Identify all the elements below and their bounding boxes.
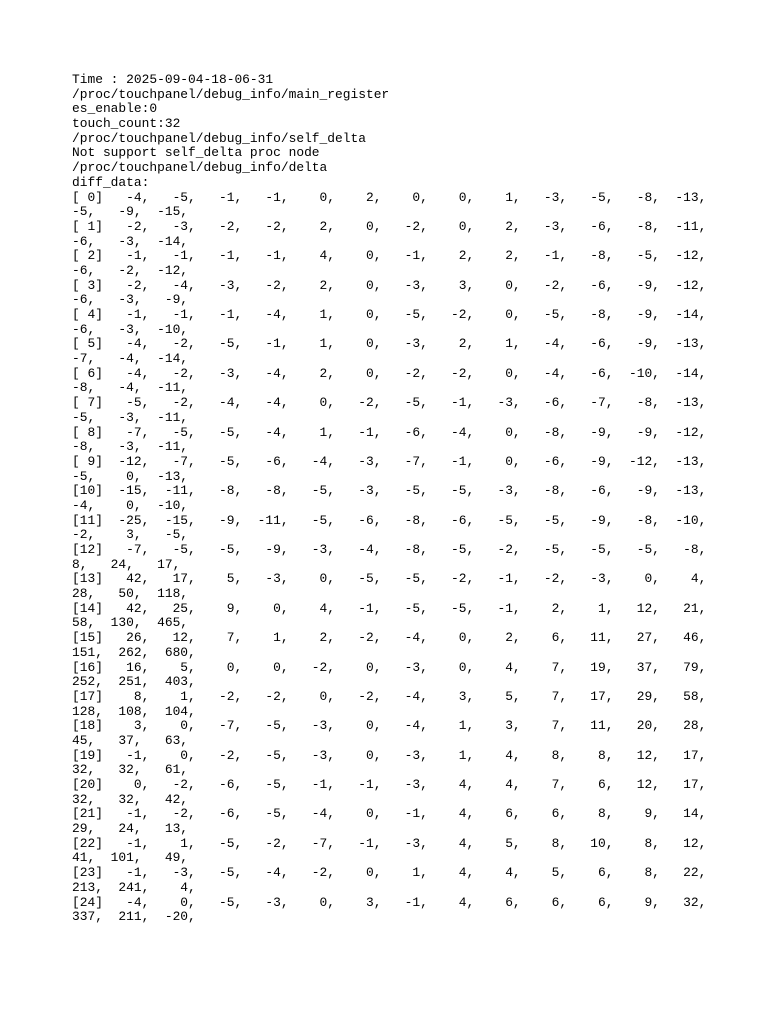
diff-row-wrap: 32, 32, 42, xyxy=(72,792,189,807)
diff-row-values: [12] -7, -5, -5, -9, -3, -4, -8, -5, -2, -5, -5, -5, -8, xyxy=(72,543,707,557)
diff-row-values: [17] 8, 1, -2, -2, 0, -2, -4, 3, 5, 7, 17, 29, 58, xyxy=(72,689,707,704)
diff-row-values: [ 4] -1, -1, -1, -4, 1, 0, -5, -2, 0, -5, -8, -9, -14, xyxy=(72,308,707,322)
diff-row-values: [ 0] -4, -5, -1, -1, 0, 2, 0, 0, 1, -3, -5, -8, -13, xyxy=(72,190,707,205)
diff-row-wrap: 41, 101, 49, xyxy=(72,851,189,866)
diff-row-4 xyxy=(72,308,712,337)
diff-row-wrap: -6, -2, -12, xyxy=(72,263,189,278)
diff-row-24 xyxy=(72,896,712,925)
self-delta-status: Not support self_delta proc node xyxy=(72,146,320,161)
diff-row-wrap: -6, -3, -10, xyxy=(72,322,189,337)
diff-row-16 xyxy=(72,661,712,690)
diff-row-values: [16] 16, 5, 0, 0, -2, 0, -3, 0, 4, 7, 19, 37, 79, xyxy=(72,660,707,675)
diff-row-wrap: 8, 24, 17, xyxy=(72,557,181,572)
diff-row-12 xyxy=(72,543,712,572)
diff-row-values: [ 5] -4, -2, -5, -1, 1, 0, -3, 2, 1, -4, -6, -9, -13, xyxy=(72,337,707,352)
diff-row-wrap: -5, -9, -15, xyxy=(72,205,189,220)
delta-path: /proc/touchpanel/debug_info/delta xyxy=(72,161,328,176)
es-enable-line: es_enable:0 xyxy=(72,102,158,117)
self-delta-path: /proc/touchpanel/debug_info/self_delta xyxy=(72,131,366,146)
diff-row-8 xyxy=(72,426,712,455)
diff-row-20 xyxy=(72,778,712,807)
diff-row-wrap: 58, 130, 465, xyxy=(72,616,189,631)
diff-row-wrap: -5, -3, -11, xyxy=(72,410,189,425)
diff-row-22 xyxy=(72,837,712,866)
diff-row-values: [10] -15, -11, -8, -8, -5, -3, -5, -5, -3, -8, -6, -9, -13, xyxy=(72,484,707,499)
diff-row-18 xyxy=(72,719,712,748)
diff-row-values: [20] 0, -2, -6, -5, -1, -1, -3, 4, 4, 7, 6, 12, 17, xyxy=(72,778,707,792)
diff-row-values: [21] -1, -2, -6, -5, -4, 0, -1, 4, 6, 6, 8, 9, 14, xyxy=(72,807,707,822)
diff-row-3 xyxy=(72,279,712,308)
diff-row-values: [ 7] -5, -2, -4, -4, 0, -2, -5, -1, -3, -6, -7, -8, -13, xyxy=(72,396,707,411)
diff-row-wrap: 151, 262, 680, xyxy=(72,645,196,660)
diff-data-label: diff_data: xyxy=(72,175,150,190)
diff-row-values: [24] -4, 0, -5, -3, 0, 3, -1, 4, 6, 6, 6, 9, 32, xyxy=(72,895,707,910)
diff-row-13 xyxy=(72,572,712,601)
diff-row-19 xyxy=(72,749,712,778)
diff-row-wrap: -8, -4, -11, xyxy=(72,381,189,396)
diff-row-values: [11] -25, -15, -9, -11, -5, -6, -8, -6, -5, -5, -9, -8, -10, xyxy=(72,513,707,528)
diff-row-wrap: 337, 211, -20, xyxy=(72,910,196,925)
diff-row-10 xyxy=(72,484,712,513)
diff-row-values: [ 9] -12, -7, -5, -6, -4, -3, -7, -1, 0, -6, -9, -12, -13, xyxy=(72,454,707,469)
diff-row-wrap: -6, -3, -14, xyxy=(72,234,189,249)
diff-row-21 xyxy=(72,807,712,836)
diff-row-wrap: -4, 0, -10, xyxy=(72,498,189,513)
diff-row-0 xyxy=(72,191,712,220)
timestamp-line: Time : 2025-09-04-18-06-31 xyxy=(72,73,274,87)
diff-row-17 xyxy=(72,690,712,719)
diff-row-1 xyxy=(72,220,712,249)
diff-row-values: [15] 26, 12, 7, 1, 2, -2, -4, 0, 2, 6, 11, 27, 46, xyxy=(72,631,707,646)
diff-row-values: [ 1] -2, -3, -2, -2, 2, 0, -2, 0, 2, -3, -6, -8, -11, xyxy=(72,219,707,234)
diff-row-wrap: 28, 50, 118, xyxy=(72,587,189,602)
diff-row-values: [23] -1, -3, -5, -4, -2, 0, 1, 4, 4, 5, 6, 8, 22, xyxy=(72,866,707,881)
diff-row-9 xyxy=(72,455,712,484)
diff-row-values: [ 8] -7, -5, -5, -4, 1, -1, -6, -4, 0, -8, -9, -9, -12, xyxy=(72,425,707,440)
diff-row-23 xyxy=(72,866,712,895)
diff-row-7 xyxy=(72,396,712,425)
diff-row-6 xyxy=(72,367,712,396)
diff-row-values: [ 6] -4, -2, -3, -4, 2, 0, -2, -2, 0, -4, -6, -10, -14, xyxy=(72,366,707,381)
diff-row-values: [ 3] -2, -4, -3, -2, 2, 0, -3, 3, 0, -2, -6, -9, -12, xyxy=(72,278,707,293)
diff-row-wrap: 252, 251, 403, xyxy=(72,675,196,690)
touch-count-line: touch_count:32 xyxy=(72,117,181,132)
diff-row-wrap: 45, 37, 63, xyxy=(72,733,189,748)
diff-row-wrap: -8, -3, -11, xyxy=(72,440,189,455)
diff-row-14 xyxy=(72,602,712,631)
diff-row-wrap: 29, 24, 13, xyxy=(72,822,189,837)
diff-row-values: [18] 3, 0, -7, -5, -3, 0, -4, 1, 3, 7, 11, 20, 28, xyxy=(72,719,707,734)
diff-row-5 xyxy=(72,337,712,366)
diff-row-wrap: 213, 241, 4, xyxy=(72,880,196,895)
diff-data-table xyxy=(72,191,712,925)
diff-row-values: [ 2] -1, -1, -1, -1, 4, 0, -1, 2, 2, -1, -8, -5, -12, xyxy=(72,249,707,264)
diff-row-values: [19] -1, 0, -2, -5, -3, 0, -3, 1, 4, 8, 8, 12, 17, xyxy=(72,748,707,763)
diff-row-wrap: 32, 32, 61, xyxy=(72,763,189,778)
diff-row-wrap: 128, 108, 104, xyxy=(72,704,196,719)
diff-row-wrap: -7, -4, -14, xyxy=(72,352,189,367)
main-register-path: /proc/touchpanel/debug_info/main_register xyxy=(72,87,390,102)
diff-row-15 xyxy=(72,631,712,660)
diff-row-values: [14] 42, 25, 9, 0, 4, -1, -5, -5, -1, 2, 1, 12, 21, xyxy=(72,601,707,616)
diff-row-values: [13] 42, 17, 5, -3, 0, -5, -5, -2, -1, -2, -3, 0, 4, xyxy=(72,572,707,587)
diff-row-values: [22] -1, 1, -5, -2, -7, -1, -3, 4, 5, 8, 10, 8, 12, xyxy=(72,836,707,851)
diff-row-wrap: -5, 0, -13, xyxy=(72,469,189,484)
diff-row-2 xyxy=(72,249,712,278)
log-document xyxy=(72,73,712,925)
diff-row-wrap: -2, 3, -5, xyxy=(72,528,189,543)
diff-row-11 xyxy=(72,514,712,543)
diff-row-wrap: -6, -3, -9, xyxy=(72,293,189,308)
